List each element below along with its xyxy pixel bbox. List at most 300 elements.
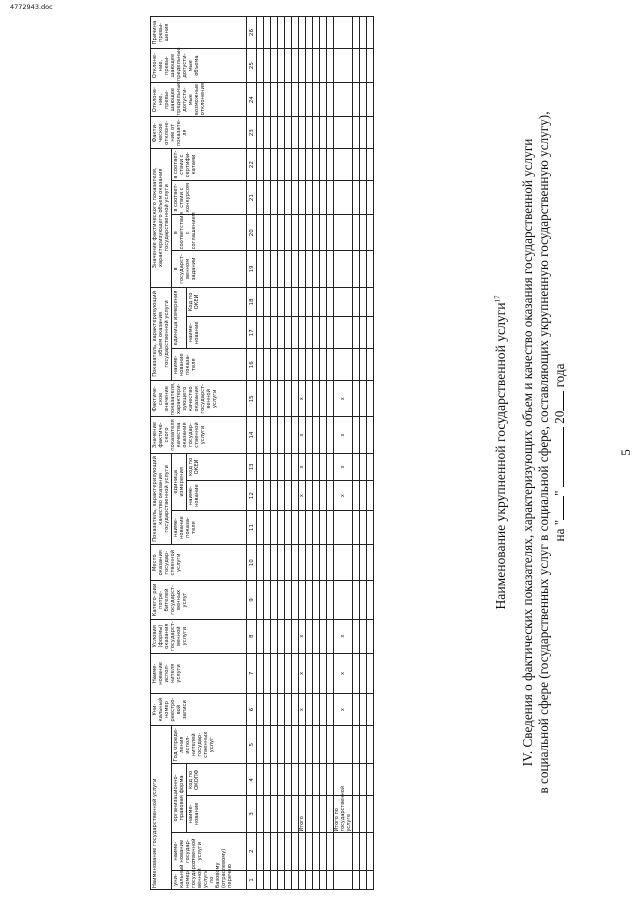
table-cell bbox=[360, 653, 367, 693]
table-cell bbox=[367, 764, 374, 796]
table-cell bbox=[327, 381, 334, 417]
column-number: 10 bbox=[247, 545, 257, 581]
table-cell bbox=[327, 832, 334, 870]
table-cell bbox=[360, 481, 367, 511]
table-cell bbox=[360, 726, 367, 764]
table-cell bbox=[299, 149, 306, 181]
table-cell bbox=[327, 619, 334, 653]
column-number: 23 bbox=[247, 117, 257, 149]
table-cell bbox=[292, 581, 299, 619]
table-cell bbox=[353, 251, 360, 287]
table-cell bbox=[367, 653, 374, 693]
table-cell bbox=[313, 764, 320, 796]
hdr-org-name: наиме- нование bbox=[187, 796, 247, 832]
table-row bbox=[257, 17, 264, 890]
table-cell bbox=[313, 581, 320, 619]
column-number: 4 bbox=[247, 764, 257, 796]
table-cell bbox=[360, 764, 367, 796]
table-cell bbox=[292, 117, 299, 149]
table-cell bbox=[306, 215, 313, 251]
table-cell bbox=[264, 17, 271, 49]
table-cell bbox=[257, 796, 264, 832]
hdr-volume-group: Показатель, характеризующий объем оказания государственной услуги bbox=[151, 287, 172, 381]
table-cell bbox=[285, 511, 292, 545]
table-cell bbox=[306, 83, 313, 117]
table-cell bbox=[320, 83, 327, 117]
table-cell bbox=[264, 417, 271, 453]
x-mark: x bbox=[299, 381, 306, 417]
table-cell bbox=[320, 653, 327, 693]
hdr-unit-name: наиме- нование bbox=[187, 481, 247, 511]
table-cell bbox=[278, 215, 285, 251]
hdr-year: Год опреде- ления испол- нителей государ- ственных услуг bbox=[172, 726, 247, 764]
table-cell bbox=[360, 349, 367, 381]
table-row bbox=[313, 17, 320, 890]
table-cell bbox=[313, 453, 320, 481]
table-cell bbox=[271, 619, 278, 653]
table-cell: Итого по государственной услуге bbox=[334, 785, 352, 832]
table-cell bbox=[285, 181, 292, 215]
table-cell bbox=[271, 481, 278, 511]
table-cell bbox=[353, 49, 360, 83]
table-cell bbox=[306, 870, 313, 889]
table-cell bbox=[292, 694, 299, 726]
table-cell bbox=[292, 481, 299, 511]
table-cell bbox=[313, 287, 320, 317]
table-cell bbox=[257, 764, 264, 796]
table-cell bbox=[367, 511, 374, 545]
title-line-1: IV. Сведения о фактических показателях, характеризующих объем и качество оказания государственной услуги bbox=[520, 138, 535, 767]
table-cell bbox=[320, 796, 327, 832]
table-cell bbox=[278, 832, 285, 870]
table-cell bbox=[367, 349, 374, 381]
table-row bbox=[264, 17, 271, 890]
table-cell bbox=[285, 215, 292, 251]
table-cell bbox=[292, 545, 299, 581]
table-cell bbox=[360, 251, 367, 287]
table-cell bbox=[278, 381, 285, 417]
table-cell bbox=[257, 832, 264, 870]
table-cell bbox=[334, 49, 353, 83]
table-cell bbox=[327, 481, 334, 511]
table-cell bbox=[271, 83, 278, 117]
table-cell bbox=[299, 287, 306, 317]
table-cell bbox=[306, 453, 313, 481]
table-cell bbox=[320, 764, 327, 796]
table-cell bbox=[306, 117, 313, 149]
hdr-volume-unit: единица измерения bbox=[172, 287, 187, 349]
column-number: 24 bbox=[247, 83, 257, 117]
table-cell bbox=[264, 545, 271, 581]
table-cell bbox=[367, 870, 374, 889]
table-cell bbox=[285, 453, 292, 481]
table-cell bbox=[320, 870, 327, 889]
table-cell bbox=[285, 349, 292, 381]
table-cell bbox=[306, 726, 313, 764]
table-cell bbox=[278, 511, 285, 545]
table-cell bbox=[257, 653, 264, 693]
table-cell bbox=[271, 453, 278, 481]
table-cell bbox=[278, 619, 285, 653]
table-cell bbox=[306, 251, 313, 287]
table-cell bbox=[334, 832, 353, 870]
table-cell bbox=[257, 149, 264, 181]
table-cell bbox=[360, 694, 367, 726]
table-cell bbox=[306, 317, 313, 349]
column-number: 3 bbox=[247, 796, 257, 832]
hdr-okopf: код по ОКОПФ bbox=[187, 764, 247, 796]
table-cell bbox=[327, 317, 334, 349]
table-cell bbox=[264, 726, 271, 764]
table-cell bbox=[264, 694, 271, 726]
table-cell bbox=[271, 581, 278, 619]
table-cell bbox=[327, 49, 334, 83]
table-cell bbox=[306, 381, 313, 417]
table-cell bbox=[299, 832, 306, 870]
table-cell bbox=[353, 545, 360, 581]
table-cell bbox=[257, 417, 264, 453]
table-cell bbox=[271, 49, 278, 83]
column-number: 8 bbox=[247, 619, 257, 653]
service-name-text: Наименование укрупненной государственной услуги bbox=[493, 302, 508, 610]
table-row bbox=[299, 17, 306, 890]
table-cell bbox=[271, 287, 278, 317]
table-cell bbox=[334, 511, 353, 545]
hdr-vol-social: в соответ- ствии с конкурсом bbox=[172, 181, 247, 215]
table-cell bbox=[264, 870, 271, 889]
table-cell bbox=[353, 349, 360, 381]
table-cell bbox=[353, 764, 360, 796]
table-cell bbox=[313, 619, 320, 653]
table-cell bbox=[327, 511, 334, 545]
table-cell bbox=[360, 870, 367, 889]
table-cell bbox=[327, 149, 334, 181]
table-cell bbox=[320, 832, 327, 870]
table-cell bbox=[292, 149, 299, 181]
table-cell bbox=[292, 653, 299, 693]
table-cell bbox=[264, 181, 271, 215]
table-cell bbox=[271, 653, 278, 693]
table-cell bbox=[327, 796, 334, 832]
table-cell bbox=[285, 317, 292, 349]
table-cell bbox=[313, 653, 320, 693]
table-cell bbox=[320, 694, 327, 726]
table-cell bbox=[306, 17, 313, 49]
table-cell bbox=[327, 181, 334, 215]
table-cell bbox=[278, 870, 285, 889]
table-cell bbox=[367, 215, 374, 251]
table-cell bbox=[327, 287, 334, 317]
table-cell bbox=[334, 726, 353, 764]
table-cell bbox=[299, 83, 306, 117]
table-cell bbox=[285, 581, 292, 619]
table-cell: Итого bbox=[299, 796, 306, 832]
table-cell bbox=[306, 764, 313, 796]
table-cell bbox=[299, 545, 306, 581]
hdr-consumer-category: Катего- рии потре- бителей государст- венных услуг bbox=[151, 581, 247, 619]
table-cell bbox=[353, 832, 360, 870]
table-cell bbox=[360, 287, 367, 317]
table-row bbox=[306, 17, 313, 890]
table-cell bbox=[299, 764, 306, 796]
table-cell bbox=[299, 317, 306, 349]
table-cell bbox=[278, 481, 285, 511]
hdr-quality-group: Показатель, характеризующий качество оказания государственной услуги bbox=[151, 453, 172, 545]
table-cell bbox=[367, 251, 374, 287]
title-date-quote: " bbox=[551, 490, 567, 496]
table-cell bbox=[306, 511, 313, 545]
table-cell bbox=[299, 349, 306, 381]
table-cell bbox=[299, 215, 306, 251]
table-cell bbox=[292, 417, 299, 453]
table-cell bbox=[360, 832, 367, 870]
table-cell bbox=[360, 49, 367, 83]
table-cell bbox=[285, 619, 292, 653]
column-number: 11 bbox=[247, 511, 257, 545]
column-number: 14 bbox=[247, 417, 257, 453]
table-cell bbox=[257, 381, 264, 417]
table-cell bbox=[327, 653, 334, 693]
table-cell bbox=[313, 481, 320, 511]
table-cell bbox=[327, 83, 334, 117]
table-cell bbox=[367, 149, 374, 181]
x-mark: x bbox=[334, 694, 353, 726]
hdr-vol-certificate: в соответ- ствии с сертифи- катами bbox=[172, 149, 247, 181]
hdr-planned-quality: Значение фактиче- ского показателя качества оказания государ- ственной услуги bbox=[151, 417, 247, 453]
table-cell bbox=[306, 149, 313, 181]
page-number: 5 bbox=[618, 449, 633, 456]
table-cell bbox=[353, 694, 360, 726]
table-cell bbox=[313, 251, 320, 287]
table-cell bbox=[257, 17, 264, 49]
hdr-volume-name: наиме- нование показа- теля bbox=[172, 349, 247, 381]
table-cell bbox=[306, 581, 313, 619]
table-cell bbox=[257, 215, 264, 251]
table-cell bbox=[320, 181, 327, 215]
table-cell bbox=[257, 726, 264, 764]
table-cell bbox=[353, 215, 360, 251]
table-cell bbox=[313, 117, 320, 149]
table-cell bbox=[285, 545, 292, 581]
table-cell bbox=[320, 545, 327, 581]
document-id: 4772943.doc bbox=[10, 3, 53, 11]
table-cell bbox=[278, 49, 285, 83]
table-cell bbox=[257, 581, 264, 619]
column-number: 12 bbox=[247, 481, 257, 511]
column-number: 9 bbox=[247, 581, 257, 619]
table-cell bbox=[264, 581, 271, 619]
table-cell bbox=[278, 83, 285, 117]
table-cell bbox=[320, 581, 327, 619]
table-row bbox=[367, 17, 374, 890]
table-cell bbox=[271, 381, 278, 417]
table-cell bbox=[299, 17, 306, 49]
table-cell bbox=[367, 832, 374, 870]
table-cell bbox=[271, 417, 278, 453]
table-cell bbox=[367, 83, 374, 117]
table-cell bbox=[264, 215, 271, 251]
table-cell bbox=[292, 181, 299, 215]
hdr-unique-provider: Уни- кальный номер реестро- вой записи bbox=[151, 694, 247, 726]
column-number: 7 bbox=[247, 653, 257, 693]
table-cell bbox=[353, 117, 360, 149]
table-cell bbox=[292, 317, 299, 349]
table-cell bbox=[257, 117, 264, 149]
table-cell bbox=[278, 545, 285, 581]
table-cell bbox=[367, 417, 374, 453]
table-row bbox=[278, 17, 285, 890]
table-cell bbox=[264, 381, 271, 417]
table-cell bbox=[353, 511, 360, 545]
table-cell bbox=[327, 117, 334, 149]
table-cell bbox=[264, 287, 271, 317]
table-cell bbox=[285, 726, 292, 764]
table-cell bbox=[292, 796, 299, 832]
column-number-row bbox=[247, 17, 257, 890]
hdr-conditions: Условия (формы) оказания государст- венной услуги bbox=[151, 619, 247, 653]
table-cell bbox=[285, 287, 292, 317]
table-cell bbox=[353, 581, 360, 619]
table-cell bbox=[271, 149, 278, 181]
table-cell bbox=[271, 726, 278, 764]
table-cell bbox=[292, 215, 299, 251]
table-cell bbox=[299, 870, 306, 889]
table-cell bbox=[334, 117, 353, 149]
hdr-quality-name: наиме- нование показа- теля bbox=[172, 511, 247, 545]
column-number: 19 bbox=[247, 251, 257, 287]
table-cell bbox=[278, 17, 285, 49]
table-cell bbox=[367, 694, 374, 726]
table-cell bbox=[264, 481, 271, 511]
table-cell bbox=[360, 317, 367, 349]
table-cell bbox=[320, 215, 327, 251]
table-cell bbox=[285, 149, 292, 181]
table-cell bbox=[327, 764, 334, 796]
hdr-actual-quality: Фактиче- ское значение показателя, характери- зующего качество оказания государст- венной услуги bbox=[151, 381, 247, 417]
table-cell bbox=[327, 581, 334, 619]
hdr-deviation2: Отклоне- ние, превы- шающее предельные допусти- мые объема bbox=[151, 49, 247, 83]
hdr-provider-name: Наиме- нование испол- нителя услуги bbox=[151, 653, 247, 693]
title-year-word: года bbox=[551, 363, 567, 388]
header-row-1 bbox=[151, 17, 172, 890]
table-cell bbox=[320, 49, 327, 83]
table-cell bbox=[327, 694, 334, 726]
table-cell bbox=[367, 581, 374, 619]
table-cell bbox=[313, 796, 320, 832]
table-cell bbox=[271, 251, 278, 287]
table-cell bbox=[257, 511, 264, 545]
table-cell bbox=[278, 581, 285, 619]
table-cell bbox=[264, 251, 271, 287]
table-cell bbox=[313, 545, 320, 581]
table-cell bbox=[334, 349, 353, 381]
table-cell bbox=[313, 694, 320, 726]
table-cell bbox=[278, 349, 285, 381]
table-cell bbox=[327, 453, 334, 481]
table-cell bbox=[264, 349, 271, 381]
column-number: 2 bbox=[247, 832, 257, 870]
table-cell bbox=[278, 417, 285, 453]
table-cell bbox=[306, 694, 313, 726]
table-cell bbox=[367, 17, 374, 49]
table-wrapper bbox=[150, 16, 374, 890]
table-cell bbox=[285, 832, 292, 870]
table-cell bbox=[334, 287, 353, 317]
table-cell bbox=[320, 251, 327, 287]
table-cell bbox=[278, 453, 285, 481]
table-cell bbox=[367, 545, 374, 581]
table-cell bbox=[353, 417, 360, 453]
table-cell bbox=[320, 726, 327, 764]
table-cell bbox=[306, 417, 313, 453]
table-cell bbox=[278, 181, 285, 215]
table-cell bbox=[257, 181, 264, 215]
table-cell bbox=[334, 581, 353, 619]
table-cell bbox=[320, 117, 327, 149]
x-mark: x bbox=[334, 381, 353, 417]
x-mark: x bbox=[299, 694, 306, 726]
table-cell bbox=[264, 317, 271, 349]
column-number: 18 bbox=[247, 287, 257, 317]
column-number: 13 bbox=[247, 453, 257, 481]
table-cell bbox=[313, 870, 320, 889]
table-cell bbox=[327, 870, 334, 889]
table-cell bbox=[264, 49, 271, 83]
table-cell bbox=[313, 317, 320, 349]
table-cell bbox=[320, 453, 327, 481]
hdr-place: Место оказания государ- ственной услуги bbox=[151, 545, 247, 581]
column-number: 15 bbox=[247, 381, 257, 417]
table-cell bbox=[264, 149, 271, 181]
column-number: 20 bbox=[247, 215, 257, 251]
table-cell bbox=[360, 545, 367, 581]
table-cell bbox=[264, 619, 271, 653]
table-cell bbox=[257, 251, 264, 287]
table-cell bbox=[327, 215, 334, 251]
table-cell bbox=[367, 619, 374, 653]
table-cell bbox=[292, 17, 299, 49]
table-cell bbox=[271, 694, 278, 726]
table-cell bbox=[334, 870, 353, 889]
table-cell bbox=[360, 453, 367, 481]
table-cell bbox=[360, 117, 367, 149]
x-mark: x bbox=[334, 619, 353, 653]
hdr-unique-register: уни- кальный номер государст- венной услуги по базовому (отраслевому) перечню bbox=[172, 870, 247, 889]
table-cell bbox=[285, 251, 292, 287]
x-mark: x bbox=[299, 619, 306, 653]
table-cell bbox=[292, 49, 299, 83]
hdr-reason: Причина превы- шения bbox=[151, 17, 247, 49]
table-row bbox=[334, 17, 353, 890]
table-cell bbox=[292, 511, 299, 545]
table-cell bbox=[271, 349, 278, 381]
table-cell bbox=[353, 83, 360, 117]
title-year: 20 bbox=[551, 410, 567, 424]
table-cell bbox=[313, 17, 320, 49]
table-cell bbox=[292, 251, 299, 287]
table-cell bbox=[299, 181, 306, 215]
x-mark: x bbox=[299, 481, 306, 511]
table-cell bbox=[320, 619, 327, 653]
table-cell bbox=[257, 287, 264, 317]
table-row bbox=[327, 17, 334, 890]
table-cell bbox=[320, 511, 327, 545]
table-cell bbox=[264, 117, 271, 149]
table-cell bbox=[353, 317, 360, 349]
hdr-vol-state-task: в государст- венном задании bbox=[172, 251, 247, 287]
table-cell bbox=[360, 796, 367, 832]
table-row bbox=[320, 17, 327, 890]
